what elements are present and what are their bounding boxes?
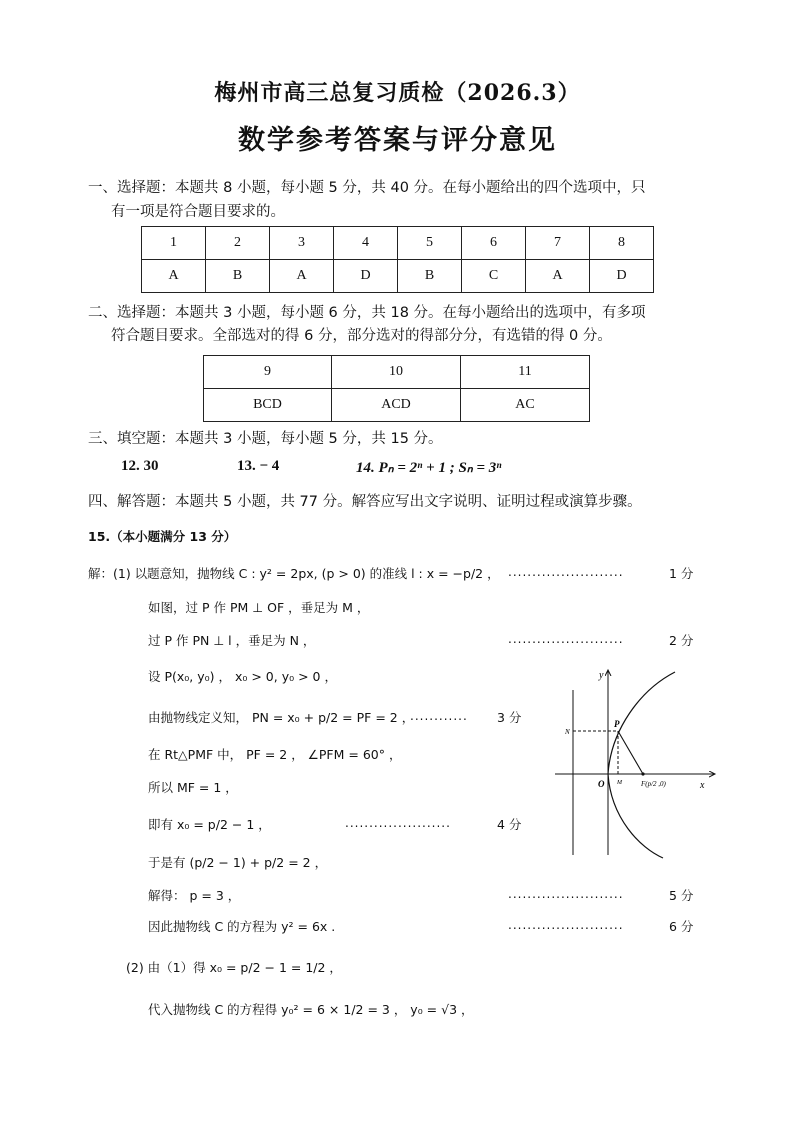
q15-line: 因此抛物线 C 的方程为 y² = 6x . — [148, 919, 336, 934]
section2-answer-row — [204, 389, 590, 422]
section2-instruction-line2: 符合题目要求。全部选对的得 6 分，部分选对的得部分分，有选错的得 0 分。 — [111, 328, 612, 344]
answer-q14: 14. Pₙ = 2ⁿ + 1 ; Sₙ = 3ⁿ — [356, 460, 502, 476]
parabola-curve — [608, 672, 675, 858]
answer-cell: A — [526, 260, 590, 293]
question-number-cell: 10 — [332, 356, 461, 389]
question-number-cell: 3 — [270, 227, 334, 260]
section2-answer-table — [203, 355, 590, 422]
q15-line: 如图，过 P 作 PM ⊥ OF ，垂足为 M ， — [148, 600, 370, 615]
y-axis-label: y — [599, 670, 604, 681]
score-dots: ...................... — [345, 816, 451, 830]
answer-cell: D — [334, 260, 398, 293]
answer-key-title: 数学参考答案与评分意见 — [238, 125, 557, 156]
q15-line: 解：(1) 以题意知，抛物线 C : y² = 2px, (p > 0) 的准线 l : x = −p/2 ， — [88, 566, 500, 581]
focus-point — [641, 772, 644, 775]
answer-cell: B — [206, 260, 270, 293]
question-number-cell: 8 — [590, 227, 654, 260]
q15-line: 设 P(x₀, y₀) ， x₀ > 0, y₀ > 0 ， — [148, 669, 337, 684]
score-dots: ........................ — [508, 565, 624, 579]
section1-instruction-line1: 一、选择题：本题共 8 小题，每小题 5 分，共 40 分。在每小题给出的四个选项中，只 — [88, 180, 646, 196]
q15-line: 代入抛物线 C 的方程得 y₀² = 6 × 1/2 = 3 ， y₀ = √3 ， — [148, 1002, 474, 1017]
answer-q13: 13. − 4 — [237, 458, 280, 474]
q15-line: 即有 x₀ = p/2 − 1 ， — [148, 817, 271, 832]
answer-cell: A — [142, 260, 206, 293]
answer-cell: BCD — [204, 389, 332, 422]
score-dots: ........................ — [508, 632, 624, 646]
q15-line: 过 P 作 PN ⊥ l ，垂足为 N ， — [148, 633, 316, 648]
answer-cell: ACD — [332, 389, 461, 422]
point-m-label: M — [617, 780, 622, 786]
question-number-cell: 1 — [142, 227, 206, 260]
q15-line: 在 Rt△PMF 中， PF = 2 ， ∠PFM = 60° ， — [148, 747, 402, 762]
exam-title: 梅州市高三总复习质检（2026.3） — [214, 80, 581, 106]
parabola-figure — [545, 660, 725, 860]
point-n-label: N — [565, 728, 570, 736]
section1-answer-table — [141, 226, 654, 293]
answer-cell: AC — [461, 389, 590, 422]
section1-instruction-line2: 有一项是符合题目要求的。 — [111, 204, 285, 220]
answer-cell: A — [270, 260, 334, 293]
q15-line: 于是有 (p/2 − 1) + p/2 = 2 ， — [148, 855, 328, 870]
section2-number-row — [204, 356, 590, 389]
section2-instruction-line1: 二、选择题：本题共 3 小题，每小题 6 分，共 18 分。在每小题给出的选项中，有多项 — [88, 305, 646, 321]
score-dots: ........................ — [508, 887, 624, 901]
q15-score: 4 分 — [497, 817, 522, 832]
question-number-cell: 5 — [398, 227, 462, 260]
point-f-label: F(p/2 ,0) — [641, 780, 666, 788]
segment-pf — [618, 731, 643, 774]
section1-answer-row — [142, 260, 654, 293]
x-axis-label: x — [700, 780, 705, 791]
score-dots: ............ — [410, 709, 468, 723]
q15-score: 5 分 — [669, 888, 694, 903]
question-number-cell: 2 — [206, 227, 270, 260]
answer-cell: D — [590, 260, 654, 293]
question-number-cell: 11 — [461, 356, 590, 389]
q15-header: 15.（本小题满分 13 分） — [88, 529, 237, 544]
answer-cell: B — [398, 260, 462, 293]
score-dots: ........................ — [508, 918, 624, 932]
answer-q12: 12. 30 — [121, 458, 159, 474]
q15-line: 所以 MF = 1 ， — [148, 780, 238, 795]
q15-score: 6 分 — [669, 919, 694, 934]
q15-score: 3 分 — [497, 710, 522, 725]
point-p-label: P — [614, 719, 620, 729]
q15-score: 2 分 — [669, 633, 694, 648]
question-number-cell: 4 — [334, 227, 398, 260]
origin-label: O — [598, 779, 605, 789]
q15-line: (2) 由（1）得 x₀ = p/2 − 1 = 1/2 ， — [126, 960, 342, 975]
answer-cell: C — [462, 260, 526, 293]
question-number-cell: 6 — [462, 227, 526, 260]
section4-instruction: 四、解答题：本题共 5 小题，共 77 分。解答应写出文字说明、证明过程或演算步骤。 — [88, 494, 642, 510]
question-number-cell: 9 — [204, 356, 332, 389]
q15-line: 由抛物线定义知， PN = x₀ + p/2 = PF = 2 ， — [148, 710, 415, 725]
q15-score: 1 分 — [669, 566, 694, 581]
question-number-cell: 7 — [526, 227, 590, 260]
q15-line: 解得： p = 3 ， — [148, 888, 241, 903]
section1-number-row — [142, 227, 654, 260]
section3-instruction: 三、填空题：本题共 3 小题，每小题 5 分，共 15 分。 — [88, 431, 443, 447]
